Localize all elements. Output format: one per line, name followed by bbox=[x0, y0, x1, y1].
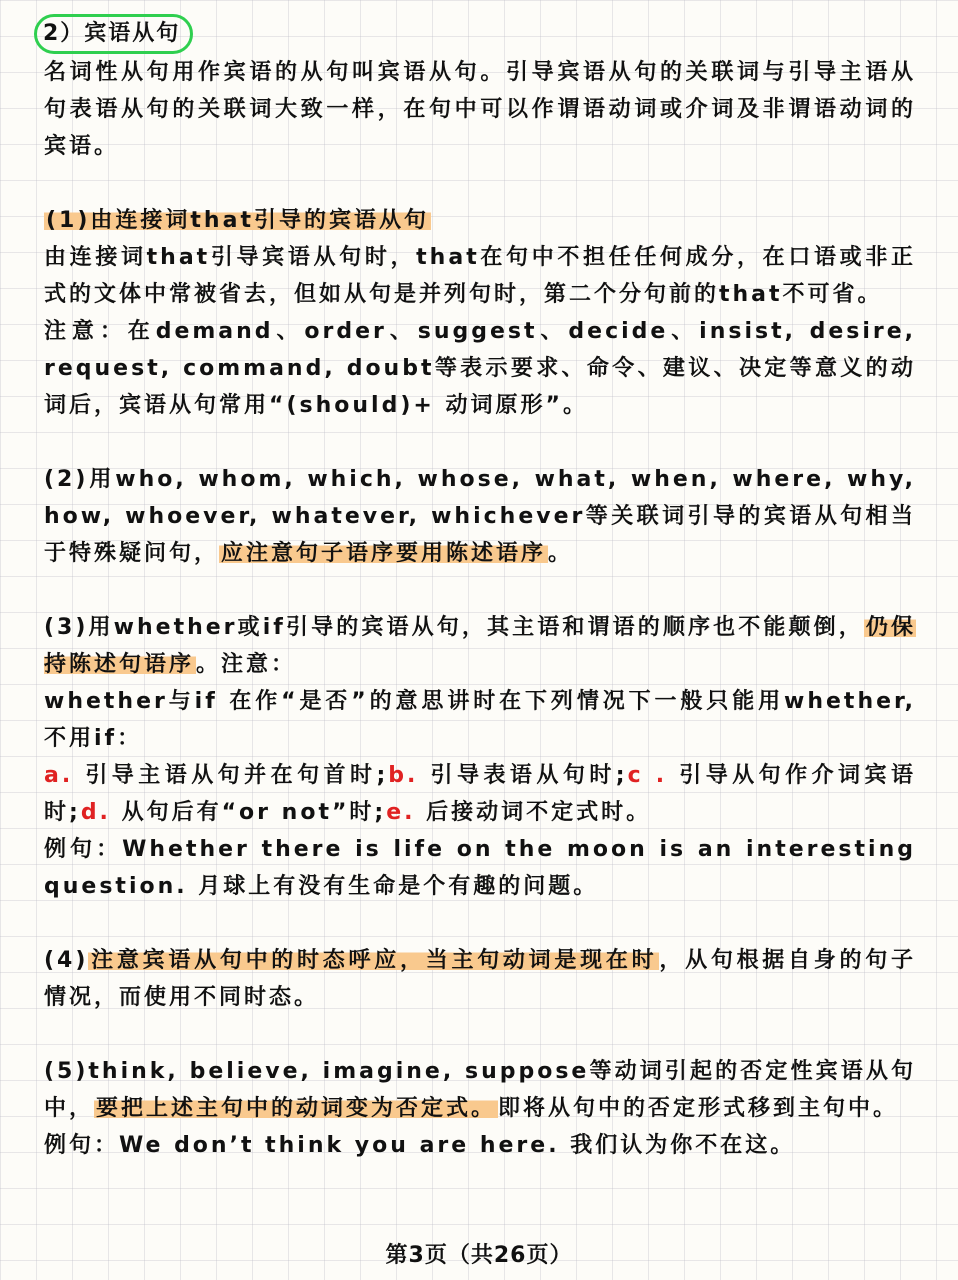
section-1-heading: (1)由连接词that引导的宾语从句 bbox=[46, 208, 429, 233]
section-2-text: (2)用who, whom, which, whose, what, when, where, why, how, whoever, whatever, whichever等关联词引导的宾语从句相当于特殊疑问句， bbox=[44, 467, 916, 566]
section-1-note: 注意：在demand、order、suggest、decide、insist, desire, request, command, doubt等表示要求、命令、建议、决定等意义的动词后，宾语从句常用“(should)+ 动词原形”。 bbox=[44, 319, 916, 418]
section-4-highlight: 注意宾语从句中的时态呼应，当主句动词是现在时 bbox=[90, 948, 658, 973]
list-label: c . bbox=[627, 763, 668, 788]
section-3-text-b: 。注意： bbox=[196, 652, 297, 677]
section-5-paragraph bbox=[44, 1053, 916, 1127]
section-2-paragraph bbox=[44, 461, 916, 572]
section-3-paragraph bbox=[44, 609, 916, 683]
page-footer: 第3页（共26页） bbox=[385, 1243, 573, 1268]
list-text: 从句后有“or not”时; bbox=[110, 800, 387, 825]
list-label: d. bbox=[80, 800, 111, 825]
list-text: 引导从句作介词宾语时; bbox=[44, 763, 916, 825]
section-5-example: 例句：We don’t think you are here. 我们认为你不在这。 bbox=[44, 1133, 796, 1158]
section-4-paragraph bbox=[44, 942, 916, 1016]
list-text: 引导表语从句时; bbox=[418, 763, 628, 788]
section-3-example: 例句：Whether there is life on the moon is an interesting question. 月球上有没有生命是个有趣的问题。 bbox=[44, 837, 916, 899]
section-3-text-a: (3)用whether或if引导的宾语从句，其主语和谓语的顺序也不能颠倒， bbox=[44, 615, 864, 640]
section-1-body: 由连接词that引导宾语从句时，that在句中不担任任何成分，在口语或非正式的文体中常被省去，但如从句是并列句时，第二个分句前的that不可省。 bbox=[44, 245, 916, 307]
content bbox=[44, 14, 916, 1164]
list-text: 引导主语从句并在句首时; bbox=[73, 763, 389, 788]
section-4-prefix: (4) bbox=[44, 948, 89, 973]
section-4-rest: ，从句根据自身的句子情况，而使用不同时态。 bbox=[44, 948, 916, 1010]
section-5-rest: 即将从句中的否定形式移到主句中。 bbox=[498, 1096, 899, 1121]
list-text: 后接动词不定式时。 bbox=[415, 800, 652, 825]
list-label: a. bbox=[44, 763, 74, 788]
section-2-end: 。 bbox=[548, 541, 574, 566]
section-3-list bbox=[44, 757, 916, 831]
list-label: b. bbox=[388, 763, 419, 788]
section-3-line2: whether与if 在作“是否”的意思讲时在下列情况下一般只能用whether, 不用if： bbox=[44, 689, 916, 751]
section-1-heading-line bbox=[44, 202, 916, 239]
list-label: e. bbox=[386, 800, 416, 825]
section-2-highlight: 应注意句子语序要用陈述语序 bbox=[221, 541, 547, 566]
section-title: 2）宾语从句 bbox=[34, 14, 193, 54]
section-3-highlight: 仍保持陈述句语序 bbox=[44, 615, 916, 677]
section-5-highlight: 要把上述主句中的动词变为否定式。 bbox=[96, 1096, 497, 1121]
section-5-text: (5)think, believe, imagine, suppose等动词引起的否定性宾语从句中， bbox=[44, 1059, 916, 1121]
intro-paragraph: 名词性从句用作宾语的从句叫宾语从句。引导宾语从句的关联词与引导主语从句表语从句的关联词大致一样，在句中可以作谓语动词或介词及非谓语动词的宾语。 bbox=[44, 60, 916, 159]
